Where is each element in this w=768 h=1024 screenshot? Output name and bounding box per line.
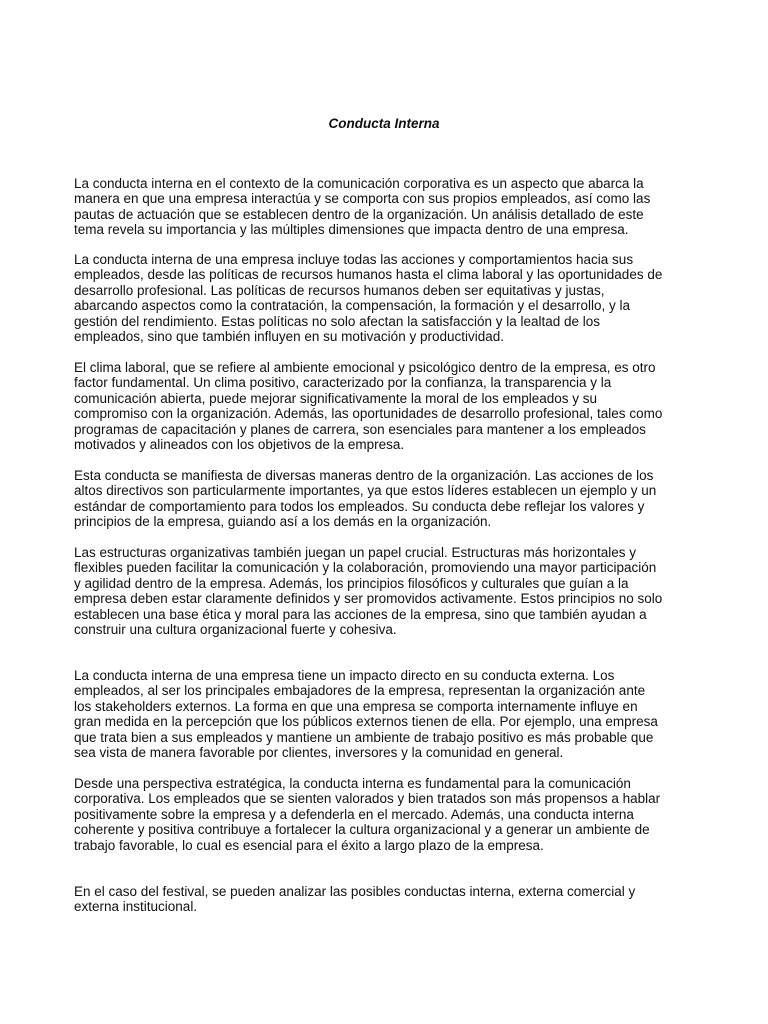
paragraph-7 (74, 776, 714, 853)
paragraph-line: que trata bien a sus empleados y mantiene un ambiente de trabajo positivo es más probable que (74, 729, 654, 745)
paragraph-line: flexibles pueden facilitar la comunicación y la colaboración, promoviendo una mayor participación (74, 560, 657, 576)
paragraph-line: sea vista de manera favorable por clientes, inversores y la comunidad en general. (74, 745, 564, 761)
paragraph-line: El clima laboral, que se refiere al ambiente emocional y psicológico dentro de la empresa, es otro (74, 360, 656, 375)
paragraph-line: corporativa. Los empleados que se sienten valorados y bien tratados son más propensos a hablar (74, 791, 661, 807)
paragraph-line: positivamente sobre la empresa y a defenderla en el mercado. Además, una conducta interna (74, 806, 634, 822)
paragraph-line: La conducta interna en el contexto de la comunicación corporativa es un aspecto que abarca la (74, 176, 644, 191)
paragraph-line: factor fundamental. Un clima positivo, caracterizado por la confianza, la transparencia y la (74, 375, 612, 391)
paragraph-line: Las estructuras organizativas también juegan un papel crucial. Estructuras más horizontales y (74, 545, 637, 560)
paragraph-1 (74, 176, 714, 238)
paragraph-line: empleados, desde las políticas de recursos humanos hasta el clima laboral y las oportunidades de (74, 267, 663, 283)
paragraph-line: abarcando aspectos como la contratación, la compensación, la formación y el desarrollo, y la (74, 298, 631, 314)
paragraph-line: trabajo favorable, lo cual es esencial para el éxito a largo plazo de la empresa. (74, 837, 544, 853)
paragraph-line: En el caso del festival, se pueden analizar las posibles conductas interna, externa comercial y (74, 884, 636, 899)
paragraph-line: La conducta interna de una empresa incluye todas las acciones y comportamientos hacia sus (74, 252, 634, 267)
paragraph-line: programas de capacitación y planes de carrera, son esenciales para mantener a los empleados (74, 421, 646, 437)
paragraph-line: externa institucional. (74, 899, 198, 915)
paragraph-line: compromiso con la organización. Además, las oportunidades de desarrollo profesional, tales como (74, 406, 663, 422)
paragraph-line: comunicación abierta, puede mejorar significativamente la moral de los empleados y su (74, 390, 598, 406)
paragraph-line: estándar de comportamiento para todos los empleados. Su conducta debe reflejar los valores y (74, 498, 645, 514)
paragraph-line: motivados y alineados con los objetivos de la empresa. (74, 437, 405, 453)
paragraph-2 (74, 252, 714, 344)
paragraph-line: empleados, al ser los principales embajadores de la empresa, representan la organización ante (74, 683, 646, 699)
paragraph-line: construir una cultura organizacional fuerte y cohesiva. (74, 622, 397, 638)
paragraph-line: establecen una base ética y moral para las acciones de la empresa, sino que también ayudan a (74, 606, 647, 622)
paragraph-line: empleados, sino que también influyen en su motivación y productividad. (74, 329, 505, 345)
paragraph-5 (74, 545, 714, 637)
paragraph-line: y agilidad dentro de la empresa. Además, los principios filosóficos y culturales que guían a la (74, 575, 629, 591)
paragraph-line: gran medida en la percepción que los públicos externos tienen de ella. Por ejemplo, una empresa (74, 714, 658, 730)
paragraph-line: Esta conducta se manifiesta de diversas maneras dentro de la organización. Las acciones de los (74, 468, 654, 483)
paragraph-line: La conducta interna de una empresa tiene un impacto directo en su conducta externa. Los (74, 668, 615, 683)
paragraph-line: tema revela su importancia y las múltiples dimensiones que impacta dentro de una empresa. (74, 222, 629, 238)
paragraph-line: coherente y positiva contribuye a fortalecer la cultura organizacional y a generar un ambiente de (74, 822, 650, 838)
paragraph-line: los stakeholders externos. La forma en que una empresa se comporta internamente influye en (74, 698, 638, 714)
paragraph-3 (74, 360, 714, 452)
paragraph-6 (74, 668, 714, 760)
paragraph-4 (74, 468, 714, 530)
paragraph-8 (74, 884, 714, 915)
paragraph-line: altos directivos son particularmente importantes, ya que estos líderes establecen un ejemplo y un (74, 483, 657, 499)
paragraph-line: pautas de actuación que se establecen dentro de la organización. Un análisis detallado de este (74, 206, 644, 222)
paragraph-line: Desde una perspectiva estratégica, la conducta interna es fundamental para la comunicación (74, 776, 631, 791)
paragraph-line: manera en que una empresa interactúa y se comporta con sus propios empleados, así como las (74, 191, 651, 207)
paragraph-line: principios de la empresa, guiando así a los demás en la organización. (74, 514, 492, 530)
paragraph-line: desarrollo profesional. Las políticas de recursos humanos deben ser equitativas y justas, (74, 282, 605, 298)
paragraph-line: gestión del rendimiento. Estas políticas no solo afectan la satisfacción y la lealtad de los (74, 313, 601, 329)
page-title: Conducta Interna (328, 116, 440, 131)
paragraph-line: empresa deben estar claramente definidos y ser promovidos activamente. Estos principios no solo (74, 591, 663, 607)
